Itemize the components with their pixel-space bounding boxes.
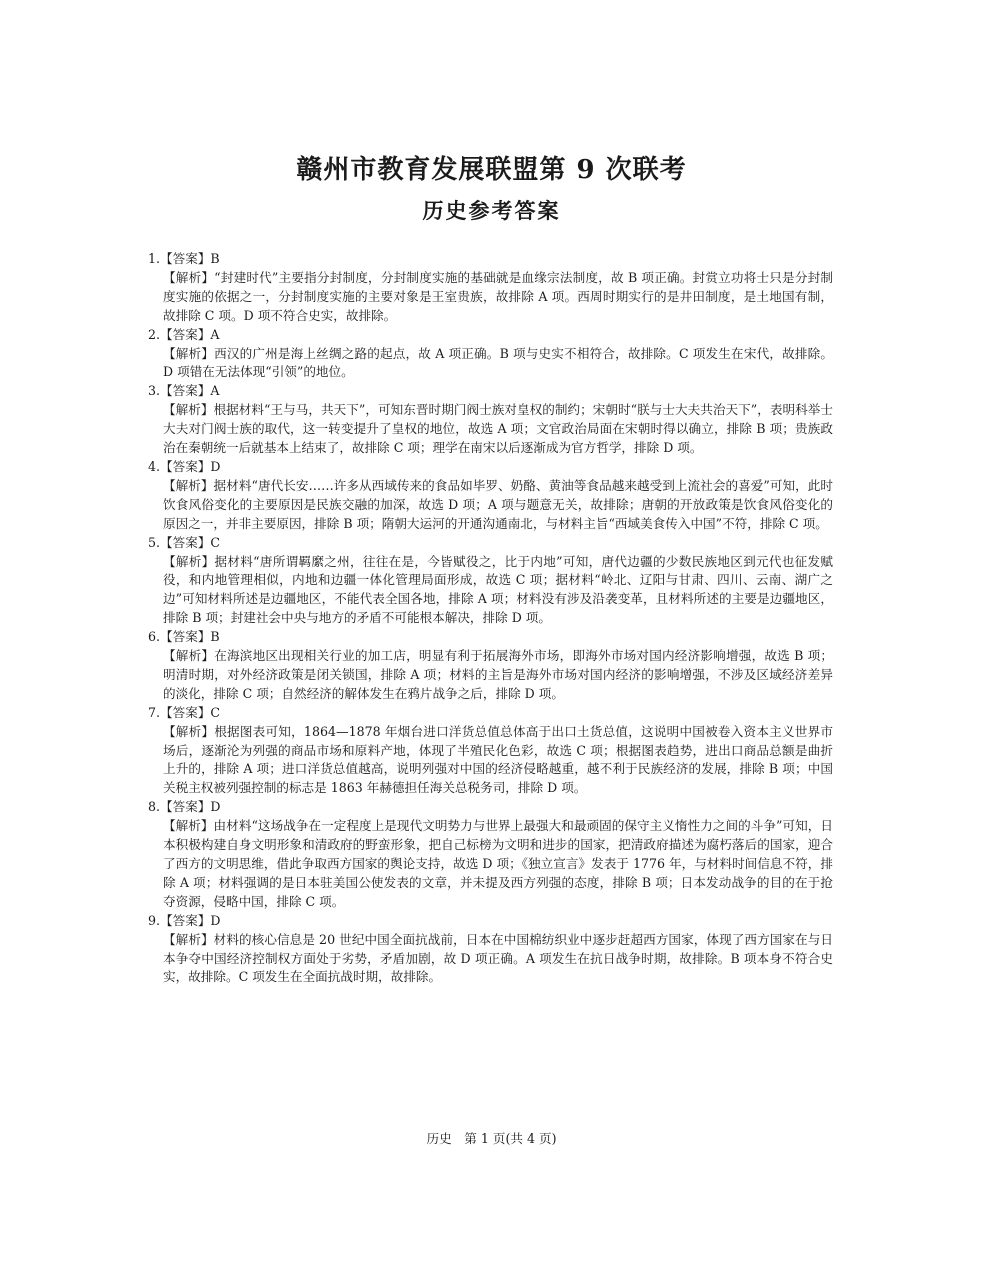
answer-list: [148, 250, 833, 987]
analysis-text: 西汉的广州是海上丝绸之路的起点，故 A 项正确。B 项与史实不相符合，故排除。C 项发生在宋代，故排除。D 项错在无法体现“引领”的地位。: [163, 345, 834, 380]
answer-value: A: [210, 326, 220, 342]
analysis-paragraph: [148, 401, 833, 458]
answer-tag: 【答案】: [160, 534, 211, 550]
answer-tag: 【答案】: [160, 383, 211, 399]
analysis-text: 由材料“这场战争在一定程度上是现代文明势力与世界上最强大和最顽固的保守主义惰性力之间的斗争”可知，日本积极构建自身文明形象和清政府的野蛮形象，把自己标榜为文明和进步的国家，把清政府描述为腐朽落后的国家，迎合了西方的文明思维，借此争取西方国家的舆论支持，故选 D 项；《独立宣言》发表于 1776 年，与材料时间信息不符，排除 A 项；材料强调的是日本驻美国公使发表的文章，并未提及西方列强的态度，排除 B 项；日本发动战争的目的在于抢夺资源，侵略中国，排除 C 项。: [163, 818, 833, 909]
answer-tag: 【答案】: [160, 326, 211, 342]
question-9: [148, 912, 833, 988]
analysis-text: “封建时代”主要指分封制度，分封制度实施的基础就是血缘宗法制度，故 B 项正确。封赏立功将士只是分封制度实施的依据之一，分封制度实施的主要对象是王室贵族，故排除 A 项。西周时期实行的是井田制度，是土地国有制，故排除 C 项。D 项不符合史实，故排除。: [163, 269, 834, 323]
answer-value: B: [210, 629, 220, 645]
analysis-paragraph: [148, 723, 833, 799]
answer-tag: 【答案】: [160, 629, 211, 645]
analysis-tag: 【解析】: [163, 648, 215, 664]
analysis-tag: 【解析】: [163, 818, 214, 834]
question-number: 6.: [148, 629, 161, 645]
answer-line: [148, 458, 833, 477]
answer-line: [148, 798, 833, 817]
question-number: 9.: [148, 912, 161, 928]
page-footer: 历史 第 1 页(共 4 页): [426, 1131, 557, 1146]
answer-line: [148, 912, 833, 931]
answer-line: [148, 382, 833, 401]
answer-line: [148, 628, 833, 647]
answer-value: C: [210, 534, 221, 550]
analysis-tag: 【解析】: [163, 553, 215, 569]
analysis-paragraph: [148, 477, 833, 534]
question-number: 5.: [148, 534, 161, 550]
analysis-text: 根据图表可知，1864—1878 年烟台进口洋货总值总体高于出口土货总值，这说明中国被卷入资本主义世界市场后，逐渐沦为列强的商品市场和原料产地，体现了半殖民化色彩，故选 C 项；根据图表趋势，进出口商品总额是曲折上升的，排除 A 项；进口洋货总值越高，说明列强对中国的经济侵略越重，越不利于民族经济的发展，排除 B 项；中国关税主权被列强控制的标志是 1863 年赫德担任海关总税务司，排除 D 项。: [163, 723, 834, 796]
question-number: 8.: [148, 799, 161, 815]
analysis-paragraph: [148, 931, 833, 988]
analysis-text: 据材料“唐所谓羁縻之州，往往在是，今皆赋役之，比于内地”可知，唐代边疆的少数民族地区到元代也征发赋役，和内地管理相似，内地和边疆一体化管理局面形成，故选 C 项；据材料“岭北、辽阳与甘肃、四川、云南、湖广之边”可知材料所述是边疆地区，不能代表全国各地，排除 A 项；材料没有涉及沿袭变革，且材料所述的主要是边疆地区，排除 B 项；封建社会中央与地方的矛盾不可能根本解决，排除 D 项。: [163, 553, 833, 626]
analysis-tag: 【解析】: [163, 345, 215, 361]
analysis-text: 材料的核心信息是 20 世纪中国全面抗战前，日本在中国棉纺织业中逐步赶超西方国家，体现了西方国家在与日本争夺中国经济控制权方面处于劣势，矛盾加剧，故 D 项正确。A 项发生在抗日战争时期，故排除。B 项本身不符合史实，故排除。C 项发生在全面抗战时期，故排除。: [163, 931, 833, 985]
answer-value: D: [210, 799, 221, 815]
page-title: 赣州市教育发展联盟第 9 次联考: [296, 155, 687, 185]
analysis-tag: 【解析】: [163, 477, 214, 493]
question-number: 2.: [148, 326, 161, 342]
question-6: [148, 628, 833, 704]
answer-value: B: [210, 251, 220, 266]
question-number: 4.: [148, 458, 161, 474]
analysis-tag: 【解析】: [163, 723, 215, 739]
question-1: [148, 250, 833, 326]
question-number: 7.: [148, 704, 161, 720]
answer-value: A: [210, 383, 220, 399]
analysis-tag: 【解析】: [163, 931, 214, 947]
answer-tag: 【答案】: [160, 458, 211, 474]
question-8: [148, 798, 833, 911]
answer-line: [148, 534, 833, 553]
answer-line: [148, 704, 833, 723]
question-2: [148, 326, 833, 383]
answer-line: [148, 250, 833, 269]
question-5: [148, 534, 833, 629]
answer-value: D: [210, 458, 221, 474]
question-4: [148, 458, 833, 534]
answer-value: C: [210, 704, 221, 720]
analysis-paragraph: [148, 647, 833, 704]
analysis-text: 在海滨地区出现相关行业的加工店，明显有利于拓展海外市场，即海外市场对国内经济影响增强，故选 B 项；明清时期，对外经济政策是闭关锁国，排除 A 项；材料的主旨是海外市场对国内经济的影响增强，不涉及区域经济差异的淡化，排除 C 项；自然经济的解体发生在鸦片战争之后，排除 D 项。: [163, 648, 834, 701]
question-number: 1.: [148, 251, 161, 266]
answer-line: [148, 326, 833, 345]
question-3: [148, 382, 833, 458]
analysis-text: 根据材料“王与马，共天下”，可知东晋时期门阀士族对皇权的制约；宋朝时“朕与士大夫共治天下”，表明科举士大夫对门阀士族的取代，这一转变提升了皇权的地位，故选 A 项；文官政治局面在宋朝时得以确立，排除 B 项；贵族政治在秦朝统一后就基本上结束了，故排除 C 项；理学在南宋以后逐渐成为官方哲学，排除 D 项。: [163, 402, 833, 456]
answer-tag: 【答案】: [160, 251, 211, 266]
analysis-text: 据材料“唐代长安……许多从西域传来的食品如毕罗、奶酪、黄油等食品越来越受到上流社会的喜爱”可知，此时饮食风俗变化的主要原因是民族交融的加深，故选 D 项；A 项与题意无关，故排除；唐朝的开放政策是饮食风俗变化的原因之一，并非主要原因，排除 B 项；隋朝大运河的开通沟通南北，与材料主旨“西域美食传入中国”不符，排除 C 项。: [163, 477, 833, 531]
answer-tag: 【答案】: [160, 704, 211, 720]
analysis-paragraph: [148, 345, 833, 383]
page-subtitle: 历史参考答案: [422, 198, 561, 223]
analysis-tag: 【解析】: [163, 402, 214, 418]
analysis-paragraph: [148, 817, 833, 912]
question-7: [148, 704, 833, 799]
analysis-paragraph: [148, 269, 833, 326]
answer-tag: 【答案】: [160, 799, 211, 815]
question-number: 3.: [148, 383, 161, 399]
analysis-tag: 【解析】: [163, 269, 215, 285]
answer-value: D: [210, 912, 221, 928]
answer-tag: 【答案】: [160, 912, 211, 928]
analysis-paragraph: [148, 553, 833, 629]
